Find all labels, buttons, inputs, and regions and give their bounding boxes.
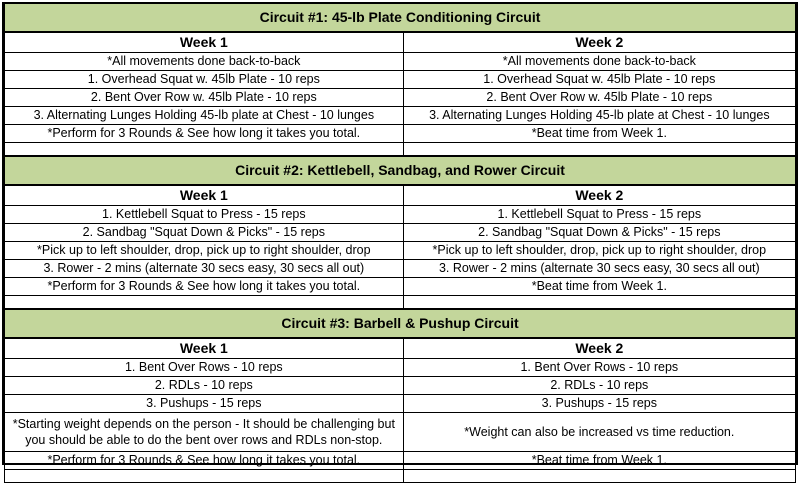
week-2-cell: 2. Bent Over Row w. 45lb Plate - 10 reps <box>403 89 795 107</box>
week-1-cell: 1. Overhead Squat w. 45lb Plate - 10 reps <box>5 71 404 89</box>
week-1-label: Week 1 <box>5 185 404 206</box>
empty-cell <box>5 470 404 483</box>
circuit-table <box>4 4 796 483</box>
week-2-cell: 2. Sandbag "Squat Down & Picks" - 15 reps <box>403 224 795 242</box>
week-1-cell: 2. Bent Over Row w. 45lb Plate - 10 reps <box>5 89 404 107</box>
circuit-header-1 <box>5 4 796 32</box>
week-header-row <box>5 32 796 53</box>
empty-cell <box>5 143 404 157</box>
week-2-cell: 2. RDLs - 10 reps <box>403 377 795 395</box>
week-1-cell: 2. Sandbag "Squat Down & Picks" - 15 reps <box>5 224 404 242</box>
week-1-cell: 2. RDLs - 10 reps <box>5 377 404 395</box>
table-row <box>5 395 796 413</box>
blank-row <box>5 296 796 310</box>
week-2-label: Week 2 <box>403 185 795 206</box>
week-1-cell: *Starting weight depends on the person - It should be challenging but you should be able to do the bent over rows and RDLs non-stop. <box>5 413 404 452</box>
table-row <box>5 242 796 260</box>
week-2-cell: 1. Bent Over Rows - 10 reps <box>403 359 795 377</box>
week-1-cell: *Perform for 3 Rounds & See how long it takes you total. <box>5 452 404 470</box>
table-row <box>5 413 796 452</box>
week-2-cell: *Beat time from Week 1. <box>403 278 795 296</box>
table-row <box>5 224 796 242</box>
table-row <box>5 260 796 278</box>
table-row <box>5 53 796 71</box>
week-2-cell: *Pick up to left shoulder, drop, pick up to right shoulder, drop <box>403 242 795 260</box>
week-2-label: Week 2 <box>403 338 795 359</box>
table-row <box>5 107 796 125</box>
empty-cell <box>403 470 795 483</box>
week-header-row <box>5 338 796 359</box>
week-1-label: Week 1 <box>5 338 404 359</box>
blank-row <box>5 143 796 157</box>
week-2-cell: *Beat time from Week 1. <box>403 125 795 143</box>
week-2-cell: *Weight can also be increased vs time reduction. <box>403 413 795 452</box>
week-2-cell: 3. Rower - 2 mins (alternate 30 secs easy, 30 secs all out) <box>403 260 795 278</box>
circuit-title: Circuit #2: Kettlebell, Sandbag, and Rower Circuit <box>5 156 796 185</box>
week-1-cell: 3. Pushups - 15 reps <box>5 395 404 413</box>
week-1-cell: 3. Rower - 2 mins (alternate 30 secs easy, 30 secs all out) <box>5 260 404 278</box>
week-1-cell: *Perform for 3 Rounds & See how long it takes you total. <box>5 125 404 143</box>
week-1-cell: 1. Bent Over Rows - 10 reps <box>5 359 404 377</box>
blank-row <box>5 470 796 483</box>
week-1-cell: 1. Kettlebell Squat to Press - 15 reps <box>5 206 404 224</box>
table-row <box>5 89 796 107</box>
empty-cell <box>403 296 795 310</box>
week-2-cell: *All movements done back-to-back <box>403 53 795 71</box>
week-header-row <box>5 185 796 206</box>
circuit-title: Circuit #1: 45-lb Plate Conditioning Circuit <box>5 4 796 32</box>
table-row <box>5 206 796 224</box>
table-row <box>5 278 796 296</box>
week-2-cell: 3. Alternating Lunges Holding 45-lb plate at Chest - 10 lunges <box>403 107 795 125</box>
week-2-cell: 1. Kettlebell Squat to Press - 15 reps <box>403 206 795 224</box>
week-1-cell: *All movements done back-to-back <box>5 53 404 71</box>
empty-cell <box>403 143 795 157</box>
week-1-cell: 3. Alternating Lunges Holding 45-lb plate at Chest - 10 lunges <box>5 107 404 125</box>
circuit-title: Circuit #3: Barbell & Pushup Circuit <box>5 309 796 338</box>
week-1-label: Week 1 <box>5 32 404 53</box>
week-2-cell: 1. Overhead Squat w. 45lb Plate - 10 reps <box>403 71 795 89</box>
empty-cell <box>5 296 404 310</box>
week-2-cell: 3. Pushups - 15 reps <box>403 395 795 413</box>
table-row <box>5 71 796 89</box>
table-row <box>5 377 796 395</box>
week-1-cell: *Perform for 3 Rounds & See how long it takes you total. <box>5 278 404 296</box>
table-row <box>5 125 796 143</box>
week-2-cell: *Beat time from Week 1. <box>403 452 795 470</box>
table-row <box>5 359 796 377</box>
circuit-header-3 <box>5 309 796 338</box>
workout-table <box>2 2 798 465</box>
week-2-label: Week 2 <box>403 32 795 53</box>
week-1-cell: *Pick up to left shoulder, drop, pick up to right shoulder, drop <box>5 242 404 260</box>
circuit-header-2 <box>5 156 796 185</box>
